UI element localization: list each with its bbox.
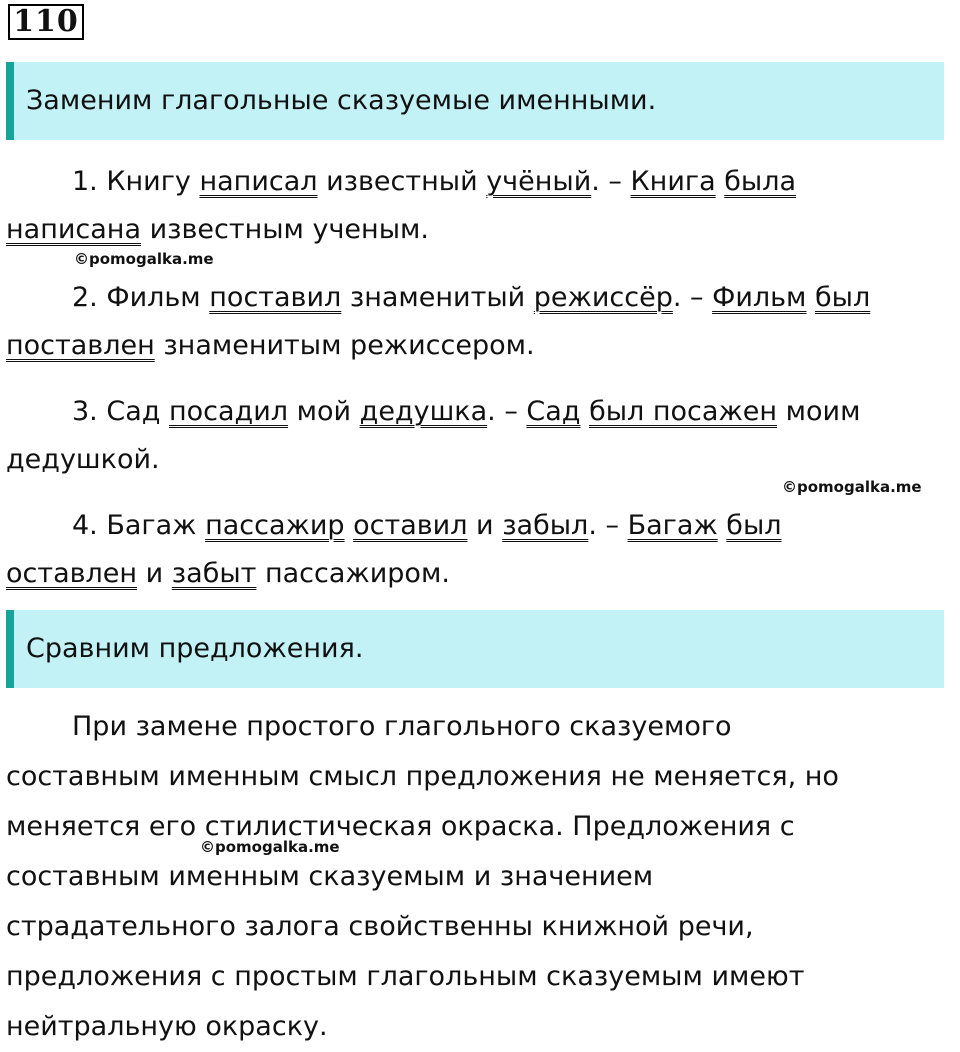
predicate-word: была [724, 166, 796, 197]
sentence-3-line-1 [6, 388, 956, 436]
conclusion-line: предложения с простым глагольным сказуемым имеют [6, 961, 805, 992]
sentence-2 [6, 274, 956, 370]
sentence-text: 2. Фильм [72, 282, 210, 313]
watermark: ©pomogalka.me [74, 250, 214, 268]
conclusion-line: нейтральную окраску. [6, 1011, 328, 1042]
sentence-text [718, 510, 727, 541]
sentence-text: известный [317, 166, 487, 197]
conclusion-line: составным именным сказуемым и значением [6, 861, 654, 892]
predicate-word: режиссёр [533, 282, 673, 313]
sentence-text [345, 510, 354, 541]
sentence-text: известным ученым. [141, 214, 429, 245]
section-heading-compare: Сравним предложения. [6, 610, 944, 688]
sentence-2-line-1 [6, 274, 956, 322]
predicate-word: написана [6, 214, 141, 245]
predicate-word: Книга [630, 166, 716, 197]
sentence-4-line-2 [6, 550, 956, 598]
predicate-word: оставил [353, 510, 468, 541]
sentence-text: . – [588, 510, 628, 541]
sentence-text: 3. Сад [72, 396, 169, 427]
sentence-text: пассажиром. [256, 558, 450, 589]
sentence-text: и [137, 558, 172, 589]
conclusion-text [6, 702, 956, 1052]
sentence-4 [6, 502, 956, 598]
conclusion-line: меняется его стилистическая окраска. Предложения с [6, 811, 795, 842]
predicate-word: учёный [486, 166, 592, 197]
sentence-text: 1. Книгу [72, 166, 200, 197]
sentence-1 [6, 158, 956, 254]
predicate-word: поставил [209, 282, 342, 313]
predicate-word: посадил [169, 396, 289, 427]
sentence-1-line-2 [6, 206, 956, 254]
sentence-text: 4. Багаж [72, 510, 206, 541]
sentence-text [580, 396, 589, 427]
sentence-text [716, 166, 725, 197]
predicate-word: забыл [502, 510, 589, 541]
conclusion-line: страдательного залога свойственны книжной речи, [6, 911, 754, 942]
section-heading-replace: Заменим глагольные сказуемые именными. [6, 62, 944, 140]
sentence-text: знаменитый [341, 282, 534, 313]
predicate-word: Фильм [712, 282, 807, 313]
task-number: 110 [8, 4, 84, 40]
conclusion-line: составным именным смысл предложения не меняется, но [6, 761, 839, 792]
predicate-word: дедушка [359, 396, 488, 427]
sentence-text: . – [591, 166, 631, 197]
predicate-word: был посажен [589, 396, 778, 427]
sentence-text: . – [487, 396, 527, 427]
watermark: ©pomogalka.me [782, 478, 922, 496]
sentence-text: знаменитым режиссером. [154, 330, 535, 361]
predicate-word: Сад [526, 396, 581, 427]
predicate-word: был [726, 510, 782, 541]
sentence-text: . – [672, 282, 713, 313]
predicate-word: оставлен [6, 558, 138, 589]
sentence-text: моим [777, 396, 861, 427]
predicate-word: забыт [171, 558, 257, 589]
sentence-text: мой [288, 396, 360, 427]
sentence-3-line-2 [6, 436, 956, 484]
predicate-word: поставлен [6, 330, 155, 361]
sentence-4-line-1 [6, 502, 956, 550]
sentence-3 [6, 388, 956, 484]
predicate-word: был [815, 282, 871, 313]
sentence-2-line-2 [6, 322, 956, 370]
predicate-word: пассажир [205, 510, 345, 541]
sentence-1-line-1 [6, 158, 956, 206]
sentence-text [806, 282, 815, 313]
predicate-word: Багаж [627, 510, 718, 541]
conclusion-line: При замене простого глагольного сказуемого [72, 711, 732, 742]
sentence-text: и [467, 510, 503, 541]
watermark: ©pomogalka.me [200, 838, 340, 856]
sentence-text: дедушкой. [6, 444, 160, 475]
predicate-word: написал [199, 166, 318, 197]
